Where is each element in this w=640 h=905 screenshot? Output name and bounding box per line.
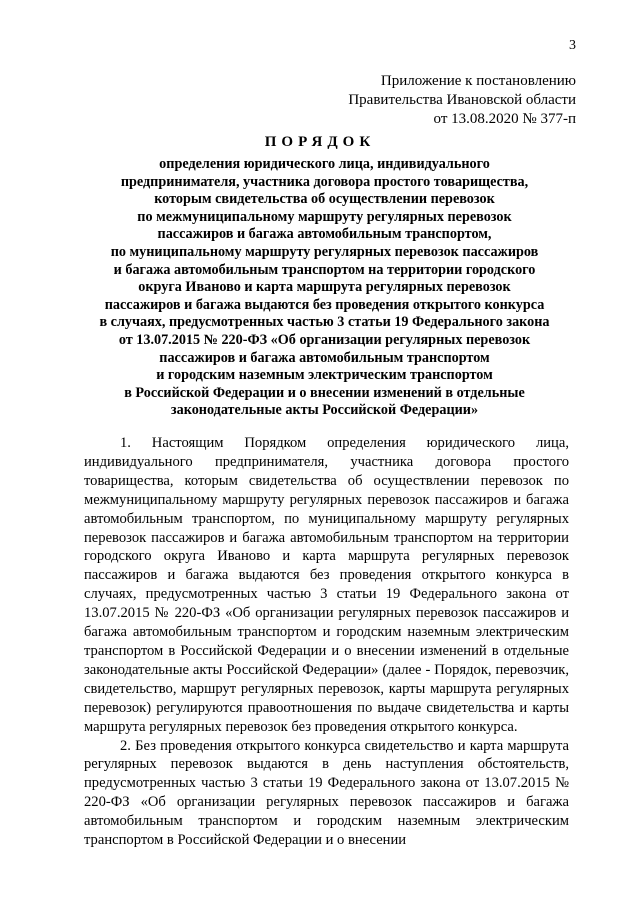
document-subtitle <box>62 156 587 420</box>
subtitle-line: по межмуниципальному маршруту регулярных перевозок <box>137 208 512 225</box>
document-title: ПОРЯДОК <box>264 134 376 150</box>
paragraph-2: 2. Без проведения открытого конкурса свидетельство и карта маршрута регулярных перевозок выдаются в день наступления обстоятельств, предусмотренных частью 3 статьи 19 Федерального закона от 13.07.2015 № 220-ФЗ «Об организации регулярных перевозок пассажиров и багажа автомобильным транспортом и городским наземным электрическим транспортом в Российской Федерации и о внесении <box>84 737 569 849</box>
subtitle-line: в случаях, предусмотренных частью 3 статьи 19 Федерального закона <box>99 314 550 331</box>
subtitle-line: пассажиров и багажа автомобильным транспортом <box>159 349 490 366</box>
subtitle-line: в Российской Федерации и о внесении изменений в отдельные <box>124 384 525 401</box>
paragraph-1: 1. Настоящим Порядком определения юридического лица, индивидуального предпринимателя, участника договора простого товарищества, которым свидетельства об осуществлении перевозок по межмуниципальному маршруту регулярных перевозок пассажиров и багажа автомобильным транспортом, по муниципальному маршруту регулярных перевозок пассажиров и багажа автомобильным транспортом на территории городского округа Иваново и карта маршрута регулярных перевозок пассажиров и багажа выдаются без проведения открытого конкурса в случаях, предусмотренных частью 3 статьи 19 Федерального закона от 13.07.2015 № 220-ФЗ «Об организации регулярных перевозок пассажиров и багажа автомобильным транспортом и городским наземным электрическим транспортом в Российской Федерации и о внесении изменений в отдельные законодательные акты Российской Федерации» (далее - Порядок, перевозчик, свидетельство, маршрут регулярных перевозок, карты маршрута регулярных перевозок) регулируются правоотношения по выдаче свидетельства и карты маршрута регулярных перевозок без проведения открытого конкурса. <box>84 435 569 735</box>
subtitle-line: пассажиров и багажа выдаются без проведения открытого конкурса <box>104 296 545 313</box>
appendix-line-1: Приложение к постановлению <box>380 73 576 89</box>
subtitle-line: и городским наземным электрическим транспортом <box>156 367 493 384</box>
subtitle-line: от 13.07.2015 № 220-ФЗ «Об организации регулярных перевозок <box>118 331 531 348</box>
appendix-header <box>348 72 576 129</box>
page-number: 3 <box>569 38 576 53</box>
subtitle-line: предпринимателя, участника договора простого товарищества, <box>120 173 529 190</box>
subtitle-line: по муниципальному маршруту регулярных перевозок пассажиров <box>110 243 539 260</box>
appendix-line-3: от 13.08.2020 № 377-п <box>433 111 576 127</box>
subtitle-line: округа Иваново и карта маршрута регулярных перевозок <box>138 279 511 296</box>
document-body <box>84 434 569 850</box>
subtitle-line: которым свидетельства об осуществлении перевозок <box>154 191 495 208</box>
subtitle-line: и багажа автомобильным транспортом на территории городского <box>113 261 536 278</box>
subtitle-line: пассажиров и багажа автомобильным транспортом, <box>157 226 492 243</box>
subtitle-line: определения юридического лица, индивидуального <box>159 156 490 172</box>
subtitle-line: законодательные акты Российской Федерации» <box>170 402 479 419</box>
appendix-line-2: Правительства Ивановской области <box>348 92 576 108</box>
